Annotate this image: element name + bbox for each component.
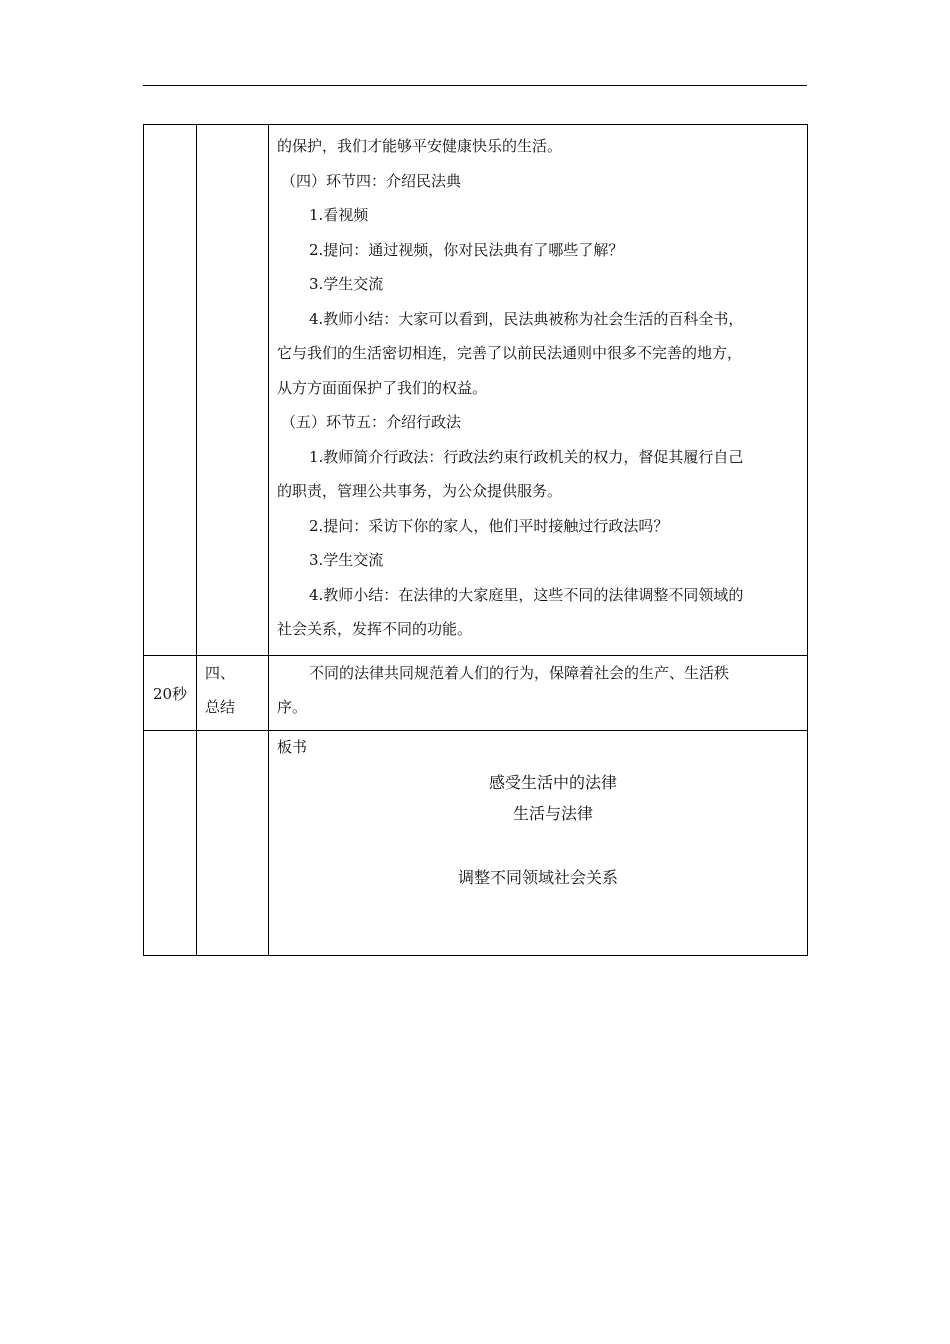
- content-line: 从方方面面保护了我们的权益。: [277, 378, 488, 397]
- lesson-plan-table: [143, 124, 808, 956]
- board-label: 板书: [277, 738, 308, 756]
- table-row-board: [144, 731, 808, 956]
- time-cell-empty: [144, 125, 197, 656]
- board-point: 调整不同领域社会关系: [457, 868, 618, 887]
- summary-line: 序。: [277, 698, 308, 716]
- content-line: 2.提问：通过视频，你对民法典有了哪些了解？: [309, 240, 624, 259]
- summary-content-cell: [269, 656, 808, 731]
- board-title: 感受生活中的法律: [488, 773, 617, 792]
- summary-line: 不同的法律共同规范着人们的行为，保障着社会的生产、生活秩: [309, 664, 730, 682]
- content-line: 3.学生交流: [309, 551, 384, 569]
- board-subtitle: 生活与法律: [512, 804, 593, 823]
- section-heading-4: （四）环节四：介绍民法典: [281, 171, 462, 190]
- board-cell: [269, 731, 808, 956]
- content-line: 4.教师小结：大家可以看到，民法典被称为社会生活的百科全书，: [309, 309, 744, 328]
- table-row-summary: [144, 656, 808, 731]
- content-line: 的保护，我们才能够平安健康快乐的生活。: [277, 137, 563, 155]
- content-cell: [269, 125, 808, 656]
- stage-cell: [197, 656, 269, 731]
- stage-cell-empty: [197, 731, 269, 956]
- stage-title: 总结: [205, 698, 236, 716]
- content-line: 1.看视频: [309, 206, 369, 224]
- content-line: 2.提问：采访下你的家人，他们平时接触过行政法吗？: [309, 516, 669, 535]
- header-rule: [143, 85, 807, 86]
- stage-cell-empty: [197, 125, 269, 656]
- content-line: 它与我们的生活密切相连，完善了以前民法通则中很多不完善的地方，: [277, 344, 743, 362]
- content-line: 社会关系，发挥不同的功能。: [277, 620, 473, 638]
- content-line: 4.教师小结：在法律的大家庭里，这些不同的法律调整不同领域的: [309, 585, 744, 604]
- content-line: 3.学生交流: [309, 275, 384, 293]
- content-line: 的职责，管理公共事务，为公众提供服务。: [277, 482, 563, 500]
- stage-number: 四、: [205, 664, 236, 682]
- content-line: 1.教师简介行政法：行政法约束行政机关的权力，督促其履行自己: [309, 447, 744, 466]
- time-cell: 20秒: [144, 656, 197, 731]
- section-heading-5: （五）环节五：介绍行政法: [281, 413, 462, 431]
- time-cell-empty: [144, 731, 197, 956]
- table-row-continued: [144, 125, 808, 656]
